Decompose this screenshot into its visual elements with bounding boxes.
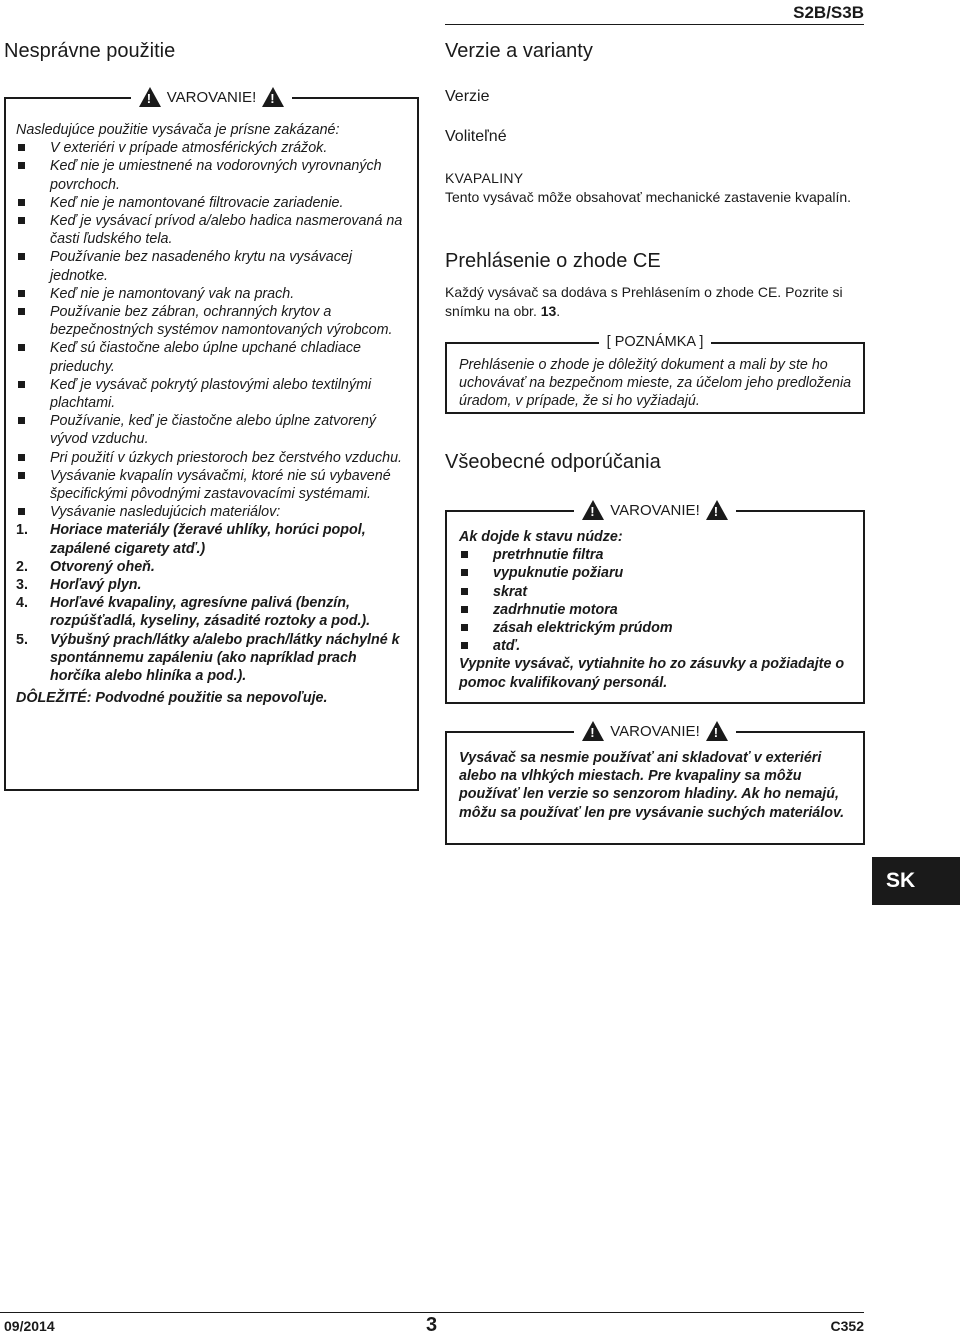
misuse-intro: Nasledujúce použitie vysávača je prísne zakázané:	[16, 122, 340, 138]
warning-label: VAROVANIE!	[610, 722, 700, 740]
note-label: [ POZNÁMKA ]	[599, 334, 712, 350]
warning-label: VAROVANIE!	[166, 88, 257, 106]
warning-triangle-icon	[582, 500, 604, 520]
document-code: C352	[830, 1318, 864, 1334]
list-item: 2. Otvorený oheň.	[16, 558, 155, 575]
warning-triangle-icon	[139, 87, 161, 107]
header-rule	[445, 24, 864, 25]
list-item: Používanie, keď je čiastočne alebo úplne zatvorený vývod vzduchu.	[16, 412, 407, 448]
list-item: 4. Horľavé kvapaliny, agresívne palivá (benzín, rozpúšťadlá, kyseliny, zásadité roztoky a pod.).	[16, 595, 371, 630]
list-item: skrat	[459, 583, 853, 601]
versions-label: Verzie	[445, 88, 490, 105]
figure-ref: 13	[540, 302, 557, 319]
important-note: DÔLEŽITÉ: Podvodné použitie sa nepovoľuje.	[16, 690, 328, 707]
emergency-intro: Ak dojde k stavu núdze:	[459, 529, 623, 545]
list-item: Používanie bez zábran, ochranných krytov a bezpečnostných systémov namontovaných výrobcom.	[16, 303, 407, 339]
section-title-versions: Verzie a varianty	[445, 40, 593, 62]
misuse-warning-box	[4, 88, 419, 791]
list-item: Keď je vysávač pokrytý plastovými alebo textilnými plachtami.	[16, 376, 407, 412]
list-item: 1. Horiace materiály (žeravé uhlíky, horúci popol, zapálené cigarety atď.)	[16, 522, 366, 557]
emergency-outro: Vypnite vysávač, vytiahnite ho zo zásuvky a požiadajte o pomoc kvalifikovaný personál.	[459, 656, 845, 691]
list-item: 3. Horľavý plyn.	[16, 577, 142, 594]
warning-label: VAROVANIE!	[610, 501, 700, 519]
misuse-list	[16, 139, 407, 521]
list-item: Vysávanie kvapalín vysávačmi, ktoré nie sú vybavené špecifickými pôvodnými zastavovacími systémami.	[16, 467, 407, 503]
list-item: vypuknutie požiaru	[459, 564, 853, 582]
warning-triangle-icon	[262, 87, 284, 107]
liquids-text: Tento vysávač môže obsahovať mechanické zastavenie kvapalín.	[445, 189, 852, 205]
ce-title: Prehlásenie o zhode CE	[445, 250, 661, 272]
list-item: Keď nie je namontované filtrovacie zariadenie.	[16, 194, 407, 212]
emergency-warning-box	[445, 501, 865, 704]
warning-triangle-icon	[582, 721, 604, 741]
list-item: pretrhnutie filtra	[459, 546, 853, 564]
section-title-misuse: Nesprávne použitie	[4, 40, 176, 62]
liquids-label: KVAPALINY	[445, 170, 524, 186]
emergency-list	[459, 546, 853, 655]
note-box	[445, 334, 865, 414]
note-text: Prehlásenie o zhode je dôležitý dokument a mali by ste ho uchovávať na bezpečnom mieste, za účelom jeho predloženia úradom, v prípade, že si ho vyžiadajú.	[459, 357, 852, 410]
materials-list	[16, 521, 407, 685]
list-item: atď.	[459, 637, 853, 655]
list-item: zadrhnutie motora	[459, 601, 853, 619]
list-item: Keď je vysávací prívod a/alebo hadica nasmerovaná na časti ľudského tela.	[16, 212, 407, 248]
list-item: zásah elektrickým prúdom	[459, 619, 853, 637]
warning-triangle-icon	[706, 721, 728, 741]
general-title: Všeobecné odporúčania	[445, 451, 661, 473]
footer-rule	[0, 1312, 864, 1313]
warning-triangle-icon	[706, 500, 728, 520]
page-number: 3	[426, 1314, 438, 1336]
language-tab: SK	[872, 857, 960, 905]
list-item: Používanie bez nasadeného krytu na vysávacej jednotke.	[16, 248, 407, 284]
list-item: Pri použití v úzkych priestoroch bez čerstvého vzduchu.	[16, 449, 407, 467]
list-item: Vysávanie nasledujúcich materiálov:	[16, 503, 407, 521]
storage-warning-box	[445, 722, 865, 845]
footer-date: 09/2014	[4, 1318, 55, 1334]
model-code: S2B/S3B	[793, 3, 864, 22]
list-item: 5. Výbušný prach/látky a/alebo prach/látky náchylné k spontánnemu zapáleniu (ako napríklad prach horčíka alebo hliníka a pod.).	[16, 631, 400, 685]
list-item: Keď nie je umiestnené na vodorovných vyrovnaných povrchoch.	[16, 157, 407, 193]
ce-text: Každý vysávač sa dodáva s Prehlásením o zhode CE. Pozrite si snímku na obr. 13.	[445, 284, 843, 319]
storage-warning-text: Vysávač sa nesmie používať ani skladovať v exteriéri alebo na vlhkých miestach. Pre kvapaliny sa môžu používať len verzie so senzorom hladiny. Ak ho nemajú, môžu sa používať len pre vysávanie suchých materiálov.	[459, 750, 845, 821]
list-item: V exteriéri v prípade atmosférických zrážok.	[16, 139, 407, 157]
list-item: Keď nie je namontovaný vak na prach.	[16, 285, 407, 303]
optional-label: Voliteľné	[445, 128, 507, 145]
list-item: Keď sú čiastočne alebo úplne upchané chladiace prieduchy.	[16, 339, 407, 375]
